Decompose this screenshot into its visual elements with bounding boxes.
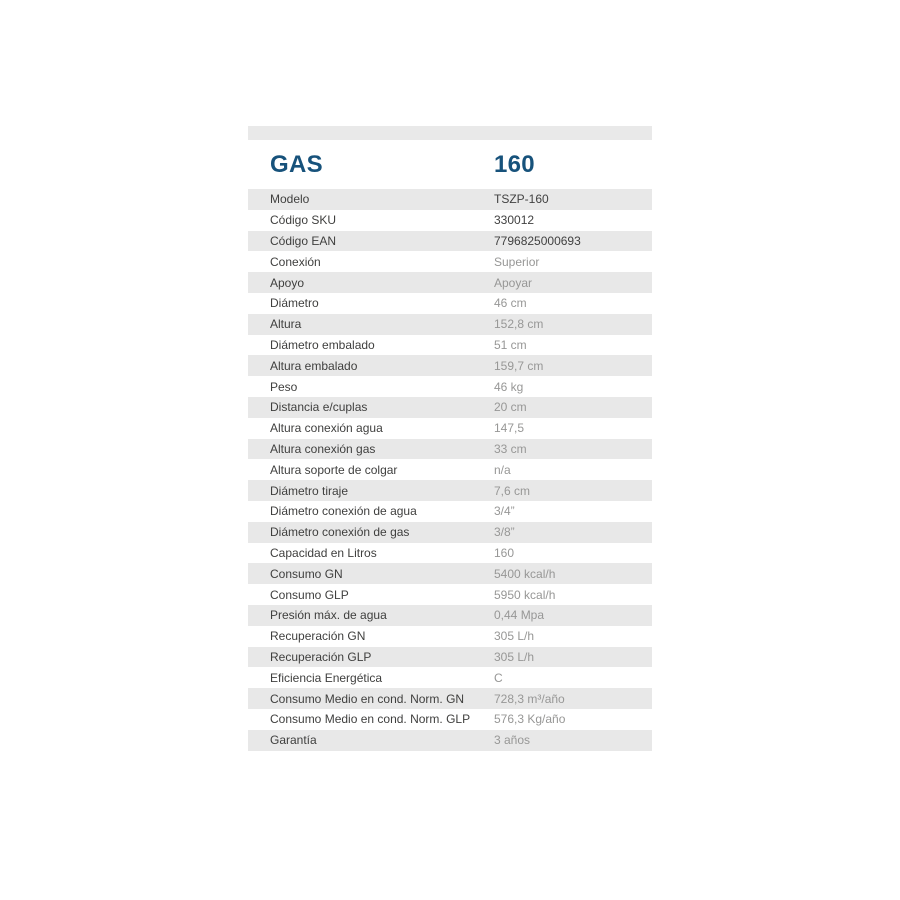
table-row bbox=[248, 501, 652, 522]
spec-label: Presión máx. de agua bbox=[270, 608, 387, 623]
spec-value: 305 L/h bbox=[494, 649, 535, 664]
spec-label: Consumo Medio en cond. Norm. GLP bbox=[270, 712, 471, 727]
table-row bbox=[248, 543, 652, 564]
spec-value: TSZP-160 bbox=[494, 192, 549, 207]
product-spec-sheet bbox=[248, 126, 652, 751]
spec-label: Altura embalado bbox=[270, 358, 358, 373]
table-row bbox=[248, 459, 652, 480]
table-row bbox=[248, 189, 652, 210]
table-row bbox=[248, 584, 652, 605]
spec-value: 5950 kcal/h bbox=[494, 587, 556, 602]
spec-value: 159,7 cm bbox=[494, 358, 544, 373]
spec-label: Diámetro bbox=[270, 296, 319, 311]
spec-table bbox=[248, 189, 652, 751]
spec-value: 576,3 Kg/año bbox=[494, 712, 566, 727]
spec-label: Conexión bbox=[270, 254, 321, 269]
spec-value: 160 bbox=[494, 545, 515, 560]
spec-value: 3/4” bbox=[494, 504, 515, 519]
spec-value: 0,44 Mpa bbox=[494, 608, 545, 623]
spec-label: Eficiencia Energética bbox=[270, 670, 383, 685]
table-row bbox=[248, 335, 652, 356]
top-divider-bar bbox=[248, 126, 652, 140]
spec-value: 5400 kcal/h bbox=[494, 566, 556, 581]
table-row bbox=[248, 709, 652, 730]
spec-label: Peso bbox=[270, 379, 298, 394]
spec-label: Altura soporte de colgar bbox=[270, 462, 398, 477]
spec-value: 7796825000693 bbox=[494, 233, 581, 248]
spec-label: Consumo GLP bbox=[270, 587, 349, 602]
table-row bbox=[248, 439, 652, 460]
spec-value: 20 cm bbox=[494, 400, 527, 415]
table-row bbox=[248, 231, 652, 252]
table-row bbox=[248, 314, 652, 335]
spec-label: Recuperación GLP bbox=[270, 649, 372, 664]
spec-value: n/a bbox=[494, 462, 511, 477]
spec-label: Apoyo bbox=[270, 275, 305, 290]
spec-label: Altura conexión gas bbox=[270, 441, 376, 456]
spec-value: 3/8” bbox=[494, 525, 515, 540]
spec-value: 152,8 cm bbox=[494, 317, 544, 332]
spec-value: 7,6 cm bbox=[494, 483, 531, 498]
spec-value: 33 cm bbox=[494, 441, 527, 456]
spec-value: 330012 bbox=[494, 213, 535, 228]
table-row bbox=[248, 272, 652, 293]
table-row bbox=[248, 376, 652, 397]
table-row bbox=[248, 355, 652, 376]
table-row bbox=[248, 730, 652, 751]
spec-label: Diámetro conexión de agua bbox=[270, 504, 417, 519]
spec-label: Diámetro embalado bbox=[270, 337, 375, 352]
spec-value: Superior bbox=[494, 254, 540, 269]
spec-value: 305 L/h bbox=[494, 629, 535, 644]
spec-value: 3 años bbox=[494, 733, 531, 748]
spec-value: 51 cm bbox=[494, 337, 527, 352]
spec-label: Distancia e/cuplas bbox=[270, 400, 368, 415]
spec-value: Apoyar bbox=[494, 275, 533, 290]
table-row bbox=[248, 210, 652, 231]
table-row bbox=[248, 293, 652, 314]
table-row bbox=[248, 605, 652, 626]
table-row bbox=[248, 688, 652, 709]
product-category-title: GAS bbox=[270, 150, 323, 178]
spec-label: Recuperación GN bbox=[270, 629, 366, 644]
spec-label: Consumo Medio en cond. Norm. GN bbox=[270, 691, 465, 706]
spec-value: C bbox=[494, 670, 503, 685]
table-row bbox=[248, 563, 652, 584]
spec-label: Consumo GN bbox=[270, 566, 343, 581]
product-capacity-value: 160 bbox=[494, 150, 535, 178]
table-row bbox=[248, 667, 652, 688]
spec-label: Código SKU bbox=[270, 213, 337, 228]
table-row bbox=[248, 251, 652, 272]
spec-label: Capacidad en Litros bbox=[270, 545, 377, 560]
spec-label: Código EAN bbox=[270, 233, 337, 248]
spec-label: Diámetro conexión de gas bbox=[270, 525, 410, 540]
spec-label: Modelo bbox=[270, 192, 310, 207]
spec-label: Altura conexión agua bbox=[270, 421, 383, 436]
spec-value: 46 cm bbox=[494, 296, 527, 311]
table-row bbox=[248, 418, 652, 439]
spec-value: 728,3 m³/año bbox=[494, 691, 565, 706]
spec-table-header bbox=[248, 140, 652, 189]
table-row bbox=[248, 480, 652, 501]
spec-label: Garantía bbox=[270, 733, 317, 748]
spec-label: Altura bbox=[270, 317, 302, 332]
spec-value: 147,5 bbox=[494, 421, 525, 436]
spec-value: 46 kg bbox=[494, 379, 524, 394]
spec-label: Diámetro tiraje bbox=[270, 483, 349, 498]
table-row bbox=[248, 647, 652, 668]
table-row bbox=[248, 397, 652, 418]
table-row bbox=[248, 522, 652, 543]
table-row bbox=[248, 626, 652, 647]
